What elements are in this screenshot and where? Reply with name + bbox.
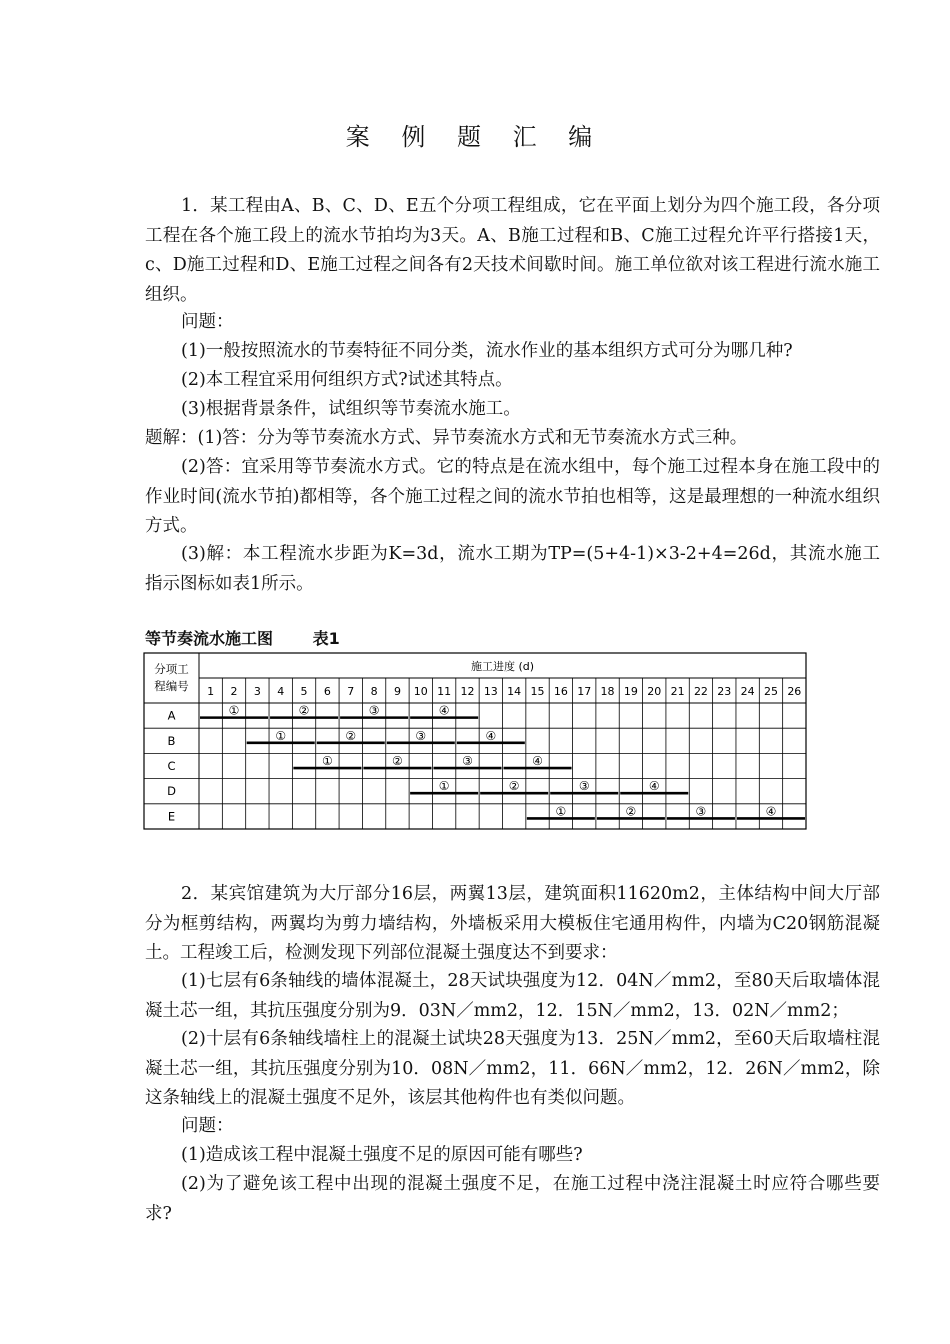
segment-mark: ① bbox=[438, 779, 450, 794]
row-header-line-1: 分项工 bbox=[154, 662, 189, 676]
flow-schedule-chart bbox=[143, 652, 807, 830]
day-label: 16 bbox=[553, 685, 568, 698]
segment-mark: ④ bbox=[485, 728, 497, 743]
day-label: 11 bbox=[437, 685, 452, 698]
day-label: 24 bbox=[740, 685, 755, 698]
segment-mark: ④ bbox=[648, 779, 660, 794]
segment-mark: ② bbox=[298, 703, 310, 718]
day-label: 8 bbox=[370, 685, 378, 698]
day-label: 19 bbox=[623, 685, 638, 698]
segment-mark: ① bbox=[275, 728, 287, 743]
page-title: 案 例 题 汇 编 bbox=[345, 123, 605, 151]
q1-question-2: (2)本工程宜采用何组织方式?试述其特点。 bbox=[181, 370, 513, 390]
day-label: 1 bbox=[207, 685, 215, 698]
segment-mark: ③ bbox=[415, 728, 427, 743]
segment-mark: ① bbox=[555, 804, 567, 819]
q2-questions-label: 问题： bbox=[181, 1116, 234, 1136]
day-label: 15 bbox=[530, 685, 545, 698]
table-caption bbox=[145, 626, 340, 649]
day-label: 4 bbox=[277, 685, 285, 698]
q1-answer-3: (3)解：本工程流水步距为K=3d，流水工期为TP=(5+4-1)×3-2+4=26d，其流水施工指示图标如表1所示。 bbox=[145, 544, 880, 594]
q1-question-3: (3)根据背景条件，试组织等节奏流水施工。 bbox=[181, 399, 521, 419]
table-frame bbox=[144, 653, 806, 829]
q2-intro: 2．某宾馆建筑为大厅部分16层，两翼13层，建筑面积11620m2，主体结构中间大厅部分为框剪结构，两翼均为剪力墙结构，外墙板采用大模板住宅通用构件，内墙为C20钢筋混凝土。工程竣工后，检测发现下列部位混凝土强度达不到要求： bbox=[145, 884, 880, 963]
day-label: 5 bbox=[300, 685, 308, 698]
day-label: 3 bbox=[253, 685, 261, 698]
row-label: B bbox=[167, 733, 176, 748]
day-label: 25 bbox=[763, 685, 778, 698]
segment-mark: ② bbox=[625, 804, 637, 819]
row-label: D bbox=[167, 784, 176, 799]
segment-mark: ① bbox=[228, 703, 240, 718]
q1-answer-2: (2)答：宜采用等节奏流水方式。它的特点是在流水组中，每个施工过程本身在施工段中的作业时间(流水节拍)都相等，各个施工过程之间的流水节拍也相等，这是最理想的一种流水组织方式。 bbox=[145, 457, 880, 536]
segment-mark: ③ bbox=[368, 703, 380, 718]
row-label: A bbox=[167, 708, 176, 723]
segment-mark: ④ bbox=[765, 804, 777, 819]
q1-questions-label: 问题： bbox=[181, 312, 234, 332]
day-label: 26 bbox=[787, 685, 802, 698]
column-header: 施工进度 (d) bbox=[470, 660, 535, 673]
segment-mark: ③ bbox=[462, 754, 473, 769]
day-label: 14 bbox=[507, 685, 522, 698]
day-label: 18 bbox=[600, 685, 615, 698]
day-label: 7 bbox=[347, 685, 355, 698]
day-label: 9 bbox=[393, 685, 401, 698]
day-label: 21 bbox=[670, 685, 685, 698]
row-label: C bbox=[167, 759, 176, 773]
day-label: 20 bbox=[647, 685, 662, 698]
table-caption-number: 表1 bbox=[312, 629, 340, 648]
q2-question-1: (1)造成该工程中混凝土强度不足的原因可能有哪些? bbox=[181, 1145, 583, 1165]
segment-mark: ③ bbox=[578, 779, 590, 794]
q1-answer-1: 题解：(1)答：分为等节奏流水方式、异节奏流水方式和无节奏流水方式三种。 bbox=[145, 428, 748, 448]
segment-mark: ③ bbox=[695, 804, 707, 819]
day-label: 13 bbox=[483, 685, 498, 698]
segment-mark: ④ bbox=[532, 754, 543, 769]
day-label: 12 bbox=[460, 685, 475, 698]
table-caption-title: 等节奏流水施工图 bbox=[145, 629, 274, 648]
q2-question-2: (2)为了避免该工程中出现的混凝土强度不足，在施工过程中浇注混凝土时应符合哪些要求? bbox=[145, 1174, 880, 1224]
q2-item-1: (1)七层有6条轴线的墙体混凝土，28天试块强度为12．04N／mm2，至80天后取墙体混凝土芯一组，其抗压强度分别为9．03N／mm2，12．15N／mm2，13．02N／mm2； bbox=[145, 971, 880, 1021]
segment-mark: ① bbox=[322, 754, 333, 769]
q1-intro: 1．某工程由A、B、C、D、E五个分项工程组成，它在平面上划分为四个施工段，各分项工程在各个施工段上的流水节拍均为3天。A、B施工过程和B、C施工过程允许平行搭接1天，c、D施工过程和D、E施工过程之间各有2天技术间歇时间。施工单位欲对该工程进行流水施工组织。 bbox=[145, 196, 880, 305]
day-label: 2 bbox=[230, 685, 238, 698]
day-label: 17 bbox=[577, 685, 592, 698]
segment-mark: ④ bbox=[438, 703, 450, 718]
segment-mark: ② bbox=[392, 754, 403, 769]
q1-question-1: (1)一般按照流水的节奏特征不同分类，流水作业的基本组织方式可分为哪几种? bbox=[181, 341, 793, 361]
day-label: 22 bbox=[693, 685, 708, 698]
day-label: 23 bbox=[717, 685, 732, 698]
q2-item-2: (2)十层有6条轴线墙柱上的混凝土试块28天强度为13．25N／mm2，至60天后取墙柱混凝土芯一组，其抗压强度分别为10．08N／mm2，11．66N／mm2，12．26N／mm2，除这条轴线上的混凝土强度不足外，该层其他构件也有类似问题。 bbox=[145, 1029, 880, 1108]
day-label: 10 bbox=[413, 685, 428, 698]
segment-mark: ② bbox=[345, 728, 357, 743]
day-label: 6 bbox=[323, 685, 331, 698]
segment-mark: ② bbox=[508, 779, 520, 794]
row-header-line-2: 程编号 bbox=[154, 679, 189, 693]
row-label: E bbox=[167, 809, 176, 824]
